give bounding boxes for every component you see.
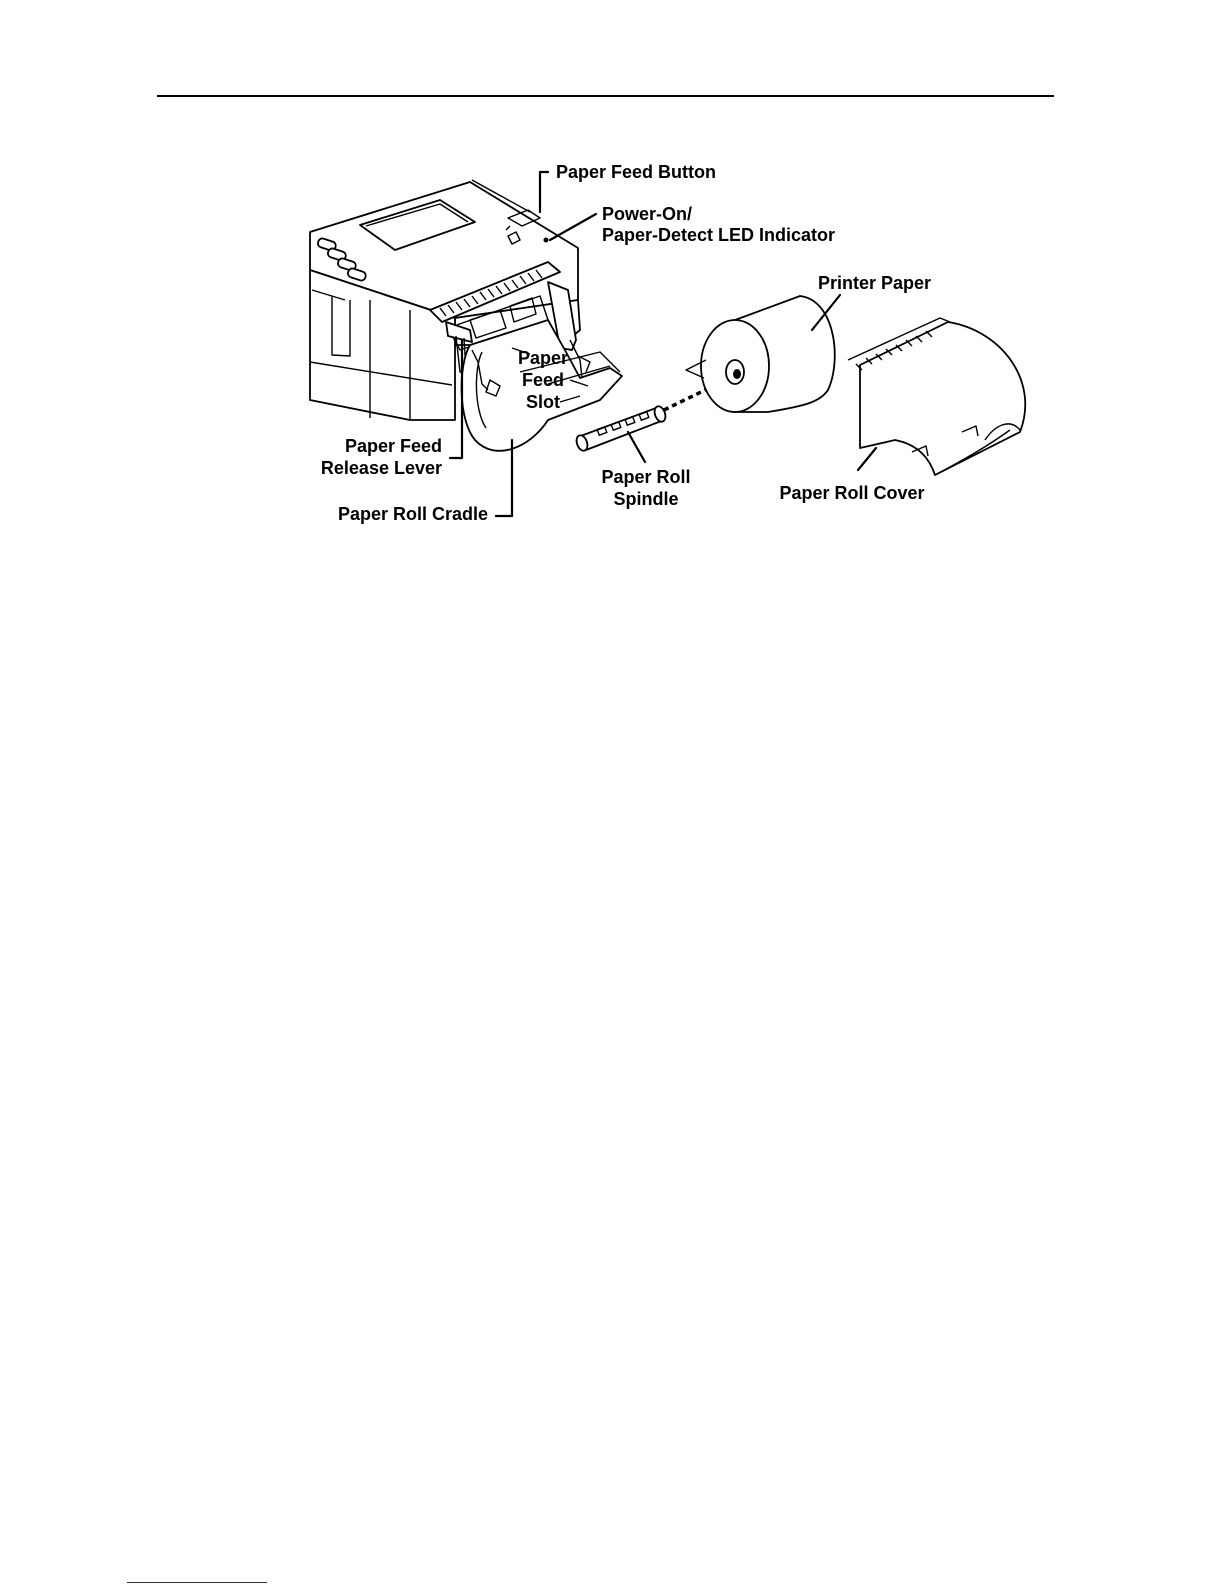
footnote-rule: [127, 1582, 267, 1583]
label-power-on-line1: Power-On/: [602, 204, 693, 224]
label-paper-feed-button: Paper Feed Button: [556, 162, 717, 182]
label-paper-feed-slot-line2: Feed: [521, 370, 565, 390]
label-release-lever-line2: Release Lever: [320, 458, 442, 478]
label-paper-feed-slot-line3: Slot: [526, 392, 560, 412]
printer-paper-roll: [686, 296, 835, 412]
label-printer-paper: Printer Paper: [818, 273, 932, 293]
label-paper-feed-slot-line1: Paper: [517, 348, 569, 368]
label-power-on-line2: Paper-Detect LED Indicator: [602, 225, 836, 245]
label-spindle-line2: Spindle: [613, 489, 679, 509]
label-release-lever-line1: Paper Feed: [344, 436, 442, 456]
label-spindle-line1: Paper Roll: [601, 467, 691, 487]
label-paper-roll-cradle: Paper Roll Cradle: [337, 504, 488, 524]
label-paper-roll-cover: Paper Roll Cover: [779, 483, 925, 503]
